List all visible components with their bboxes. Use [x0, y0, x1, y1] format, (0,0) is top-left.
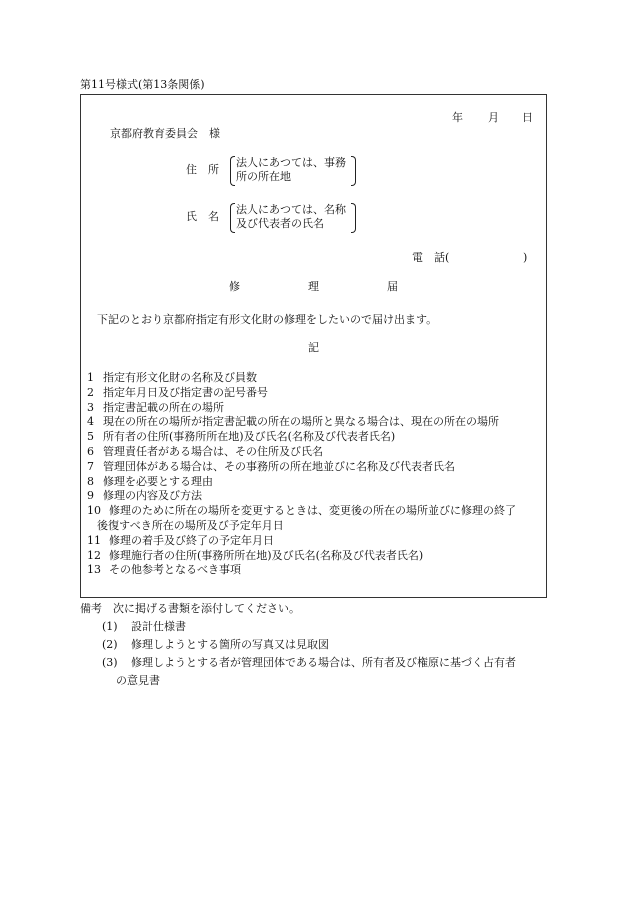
- address-note-line-1: 法人にあつては、事務: [236, 156, 346, 169]
- address-note-line-2: 所の所在地: [236, 170, 291, 183]
- form-number: 第11号様式(第13条関係): [80, 78, 205, 91]
- list-item: [87, 475, 213, 489]
- list-item: [87, 445, 323, 459]
- list-item: [87, 386, 268, 400]
- date-year: 年: [452, 111, 463, 124]
- intro-text: 下記のとおり京都府指定有形文化財の修理をしたいので届け出ます。: [97, 313, 438, 326]
- list-item-number: 5: [87, 430, 94, 444]
- list-item-number: 12: [87, 548, 101, 562]
- list-item-number: 10: [87, 504, 101, 518]
- remark-item-text: 設計仕様書: [131, 620, 186, 633]
- list-item: [87, 460, 455, 474]
- date-month: 月: [488, 111, 499, 124]
- list-item-number: 11: [87, 533, 101, 547]
- title-char-3: 届: [387, 280, 398, 293]
- list-item-number: 9: [87, 489, 94, 503]
- list-item-text: 管理責任者がある場合は、その住所及び氏名: [103, 445, 323, 458]
- list-item-text: 修理を必要とする理由: [103, 474, 213, 488]
- list-item: [87, 504, 516, 518]
- list-item-text: 修理のために所在の場所を変更するときは、変更後の所在の場所並びに修理の終了: [109, 504, 516, 518]
- list-item-number: 1: [87, 371, 94, 384]
- address-label: 住 所: [186, 163, 219, 176]
- list-item-text: 管理団体がある場合は、その事務所の所在地並びに名称及び代表者氏名: [103, 459, 455, 473]
- list-item-text: 修理の着手及び終了の予定年月日: [109, 533, 274, 547]
- list-item: [87, 534, 274, 548]
- list-item-text: 現在の所在の場所が指定書記載の所在の場所と異なる場合は、現在の所在の場所: [103, 415, 499, 429]
- list-item: [87, 371, 257, 385]
- remark-item-text: 修理しようとする箇所の写真又は見取図: [131, 638, 329, 651]
- addressee: 京都府教育委員会 様: [110, 127, 220, 140]
- list-item: [87, 415, 499, 429]
- list-item: [87, 430, 395, 444]
- list-item-number: 7: [87, 459, 94, 473]
- title-char-1: 修: [229, 280, 240, 293]
- address-note: [230, 156, 356, 184]
- list-item: [87, 489, 202, 503]
- name-note-line-2: 及び代表者の氏名: [236, 217, 324, 230]
- list-item-text: 指定年月日及び指定書の記号番号: [103, 385, 268, 399]
- list-item: [97, 519, 284, 533]
- list-item-text: 所有者の住所(事務所所在地)及び氏名(名称及び代表者氏名): [103, 430, 396, 444]
- name-note: [230, 203, 356, 231]
- list-item-number: 13: [87, 563, 101, 577]
- list-item-number: 6: [87, 445, 94, 458]
- date-day: 日: [522, 111, 533, 124]
- list-item-number: 4: [87, 415, 94, 429]
- list-item: [87, 563, 241, 577]
- title-char-2: 理: [308, 280, 319, 293]
- list-item: [87, 401, 224, 415]
- list-item-text: 修理の内容及び方法: [103, 489, 202, 503]
- list-item-text: 指定有形文化財の名称及び員数: [103, 371, 257, 384]
- list-item-text: 指定書記載の所在の場所: [103, 400, 224, 414]
- list-item-text: 後復すべき所在の場所及び予定年月日: [97, 519, 284, 532]
- list-item-number: 8: [87, 474, 94, 488]
- list-item-text: その他参考となるべき事項: [109, 563, 241, 577]
- list-item: [87, 549, 423, 563]
- remark-item-number: (3): [102, 656, 118, 669]
- remark-item-text: 修理しようとする者が管理団体である場合は、所有者及び権原に基づく占有者: [131, 656, 516, 669]
- remark-item-3-continued: の意見書: [116, 674, 160, 687]
- phone-label: 電 話(: [412, 251, 450, 264]
- list-item-text: 修理施行者の住所(事務所所在地)及び氏名(名称及び代表者氏名): [109, 548, 424, 562]
- name-label: 氏 名: [186, 210, 219, 223]
- list-item-number: 3: [87, 400, 94, 414]
- name-note-line-1: 法人にあつては、名称: [236, 203, 346, 216]
- remark-item-number: (2): [102, 638, 118, 651]
- phone-close: ): [523, 251, 528, 264]
- remark-item-number: (1): [102, 620, 118, 633]
- remarks-heading: 備考 次に掲げる書類を添付してください。: [80, 602, 300, 615]
- ki-mark: 記: [308, 341, 319, 354]
- list-item-number: 2: [87, 385, 94, 399]
